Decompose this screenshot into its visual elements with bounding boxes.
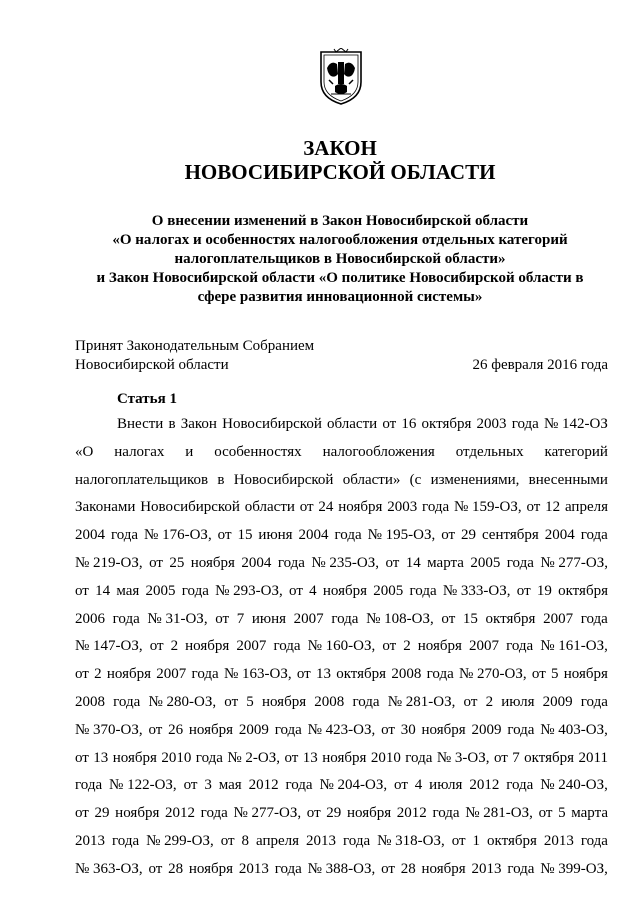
subtitle-line: сфере развития инновационной системы» <box>197 289 483 305</box>
subtitle-line: и Закон Новосибирской области «О политике Новосибирской области в <box>96 270 584 286</box>
subtitle-line: налогоплательщиков в Новосибирской области» <box>174 251 506 267</box>
article-text-line: «О налогах и особенностях налогообложения отдельных категорий <box>75 443 608 460</box>
article-text-line: от 2 ноября 2007 года № 163-ОЗ, от 13 октября 2008 года № 270-ОЗ, от 5 ноября <box>75 666 608 683</box>
article-text-line: от 13 ноября 2010 года № 2-ОЗ, от 13 ноября 2010 года № 3-ОЗ, от 7 октября 2011 <box>75 749 608 766</box>
law-title: ЗАКОН <box>303 136 377 160</box>
subtitle-line: О внесении изменений в Закон Новосибирской области <box>151 213 529 229</box>
law-subtitle <box>75 212 605 307</box>
adoption-date: 26 февраля 2016 года <box>472 357 608 373</box>
article-text-line: № 219-ОЗ, от 25 ноября 2004 года № 235-ОЗ, от 14 марта 2005 года № 277-ОЗ, <box>75 554 608 571</box>
article-text-line: налогоплательщиков в Новосибирской области» (с изменениями, внесенными <box>75 471 608 488</box>
adoption-body: Новосибирской области <box>75 357 229 373</box>
coat-of-arms-icon <box>317 48 365 106</box>
article-title: Статья 1 <box>117 391 177 407</box>
article-text-line: № 363-ОЗ, от 28 ноября 2013 года № 388-ОЗ, от 28 ноября 2013 года № 399-ОЗ, <box>75 860 608 877</box>
adoption-line: Принят Законодательным Собранием <box>75 338 315 354</box>
article-text-line: 2013 года № 299-ОЗ, от 8 апреля 2013 года № 318-ОЗ, от 1 октября 2013 года <box>75 832 608 849</box>
article-text-line: года № 122-ОЗ, от 3 мая 2012 года № 204-ОЗ, от 4 июля 2012 года № 240-ОЗ, <box>75 777 608 794</box>
article-text-line: 2008 года № 280-ОЗ, от 5 ноября 2008 года № 281-ОЗ, от 2 июля 2009 года <box>75 693 608 710</box>
article-text-line: № 370-ОЗ, от 26 ноября 2009 года № 423-ОЗ, от 30 ноября 2009 года № 403-ОЗ, <box>75 721 608 738</box>
article-text-line: от 29 ноября 2012 года № 277-ОЗ, от 29 ноября 2012 года № 281-ОЗ, от 5 марта <box>75 805 608 822</box>
article-text-line: 2006 года № 31-ОЗ, от 7 июня 2007 года № 108-ОЗ, от 15 октября 2007 года <box>75 610 608 627</box>
adoption-line-with-date <box>75 355 608 375</box>
article-text-line: Внести в Закон Новосибирской области от 16 октября 2003 года № 142-ОЗ <box>117 416 608 432</box>
subtitle-line: «О налогах и особенностях налогообложения отдельных категорий <box>112 232 568 248</box>
article-body <box>75 415 608 888</box>
law-region-title: НОВОСИБИРСКОЙ ОБЛАСТИ <box>184 160 496 184</box>
article-text-line: Законами Новосибирской области от 24 ноября 2003 года № 159-ОЗ, от 12 апреля <box>75 499 608 516</box>
article-text-line: от 14 мая 2005 года № 293-ОЗ, от 4 ноября 2005 года № 333-ОЗ, от 19 октября <box>75 582 608 599</box>
article-text-line: № 147-ОЗ, от 2 ноября 2007 года № 160-ОЗ, от 2 ноября 2007 года № 161-ОЗ, <box>75 638 608 655</box>
article-text-line: 2004 года № 176-ОЗ, от 15 июня 2004 года № 195-ОЗ, от 29 сентября 2004 года <box>75 527 608 544</box>
